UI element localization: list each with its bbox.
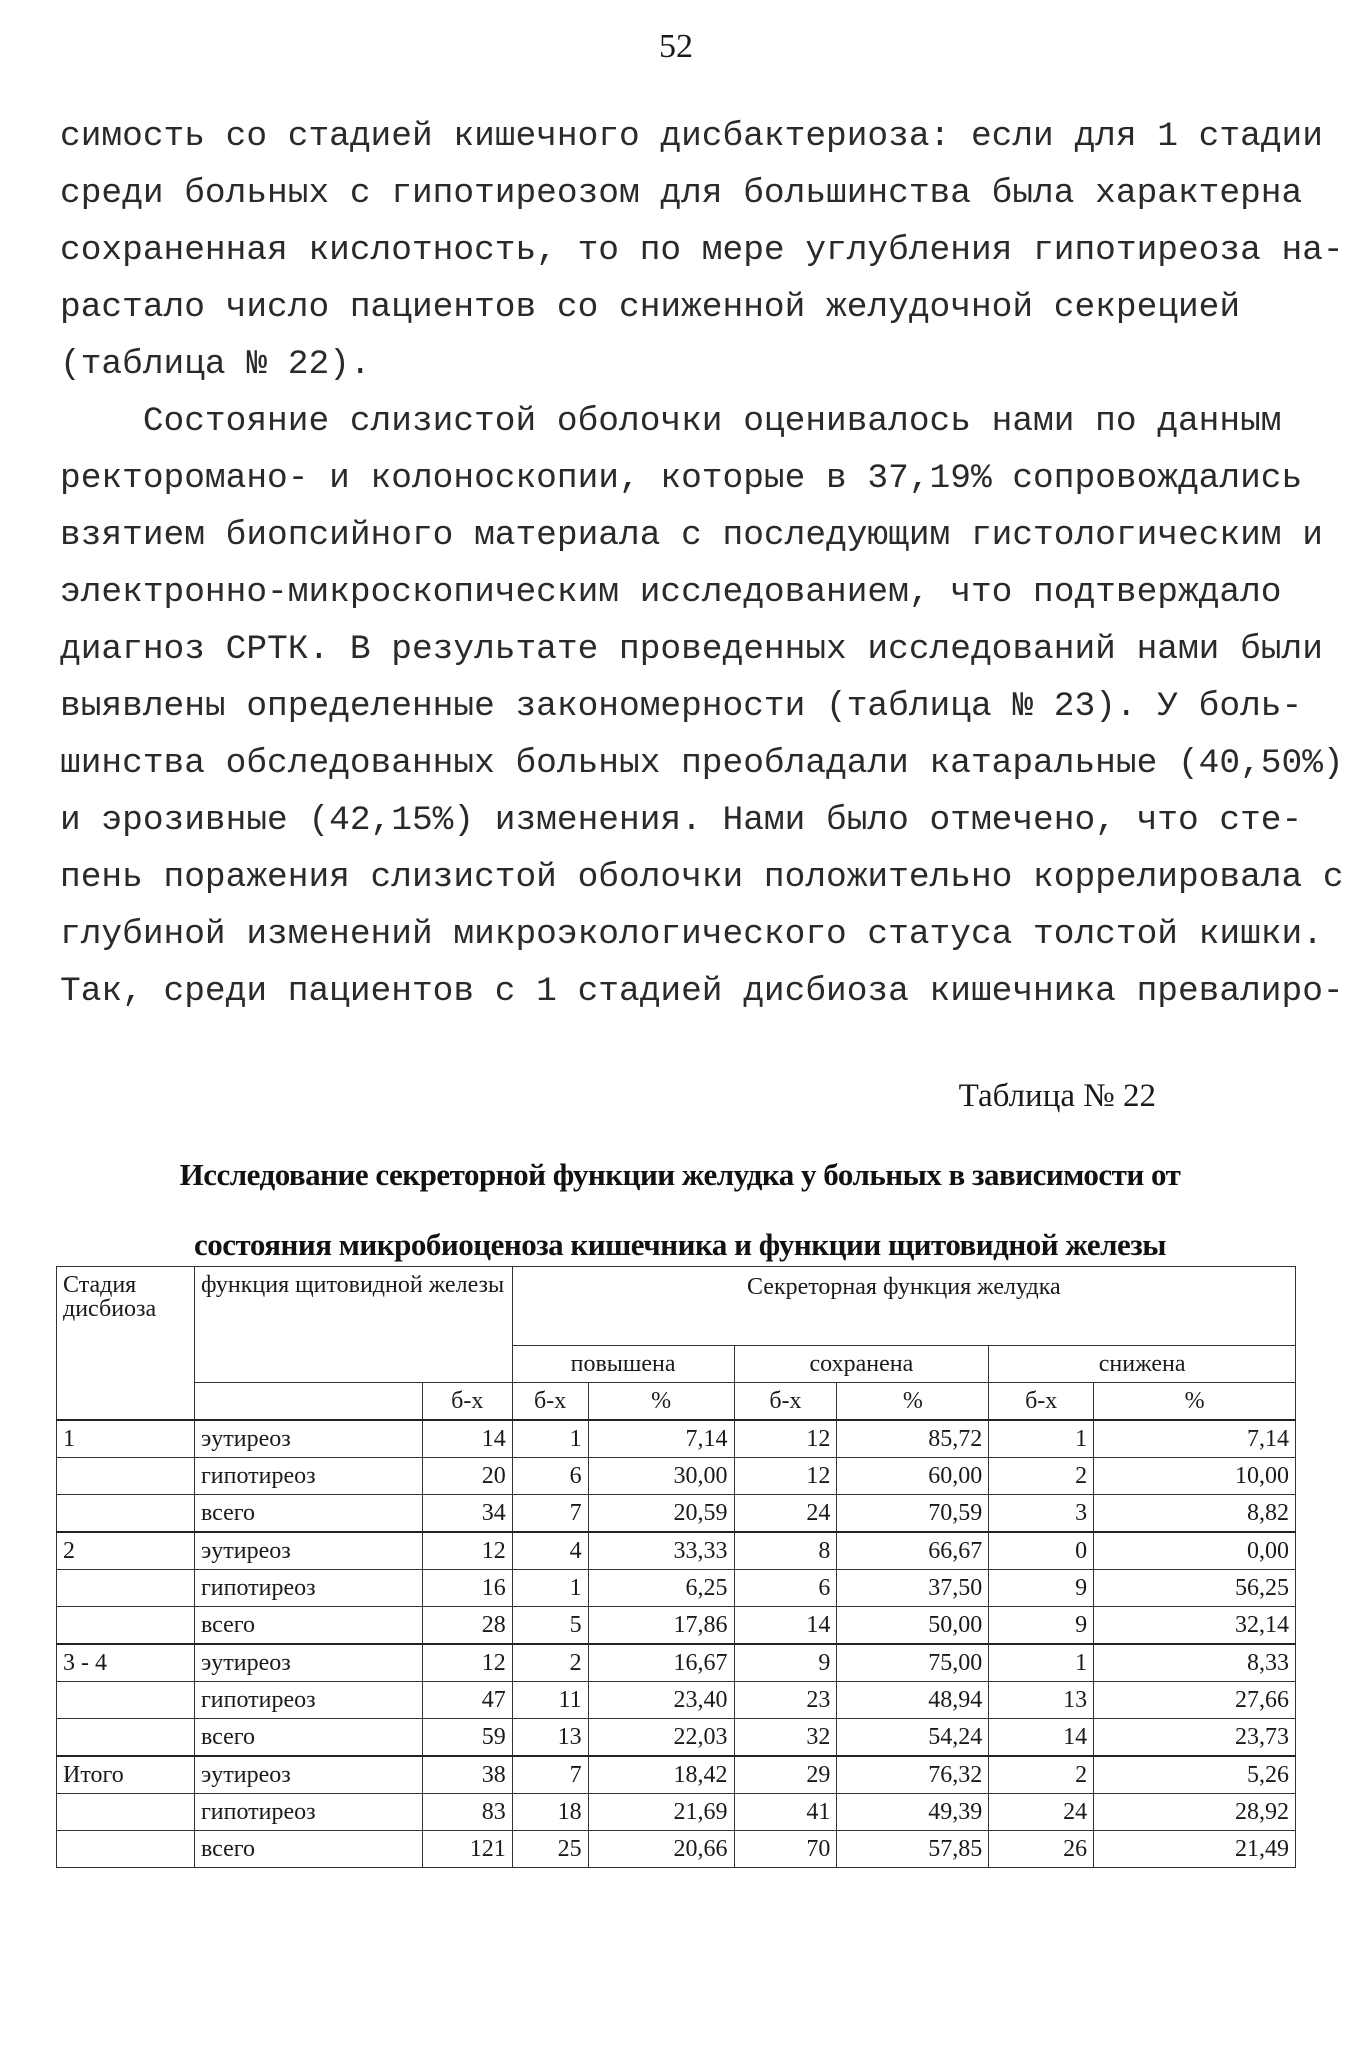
cell-stage [57, 1570, 195, 1607]
cell-pres-n: 9 [734, 1644, 837, 1682]
cell-total: 12 [422, 1644, 512, 1682]
text-line: ректороманo- и колоноскопии, которые в 37,19% сопровождались [60, 459, 1303, 498]
cell-thyroid-function: эутиреоз [194, 1420, 422, 1458]
cell-pres-p: 49,39 [837, 1794, 989, 1831]
header-secretory: Секреторная функция желудка [512, 1267, 1295, 1346]
cell-inc-p: 21,69 [588, 1794, 734, 1831]
text-line: (таблица № 22). [60, 345, 371, 384]
table-row [57, 1719, 1296, 1757]
cell-thyroid-function: всего [194, 1607, 422, 1645]
cell-pres-p: 85,72 [837, 1420, 989, 1458]
cell-total: 47 [422, 1682, 512, 1719]
cell-pres-n: 14 [734, 1607, 837, 1645]
cell-dec-n: 14 [989, 1719, 1094, 1757]
cell-inc-p: 22,03 [588, 1719, 734, 1757]
cell-dec-p: 21,49 [1094, 1831, 1296, 1868]
cell-dec-n: 24 [989, 1794, 1094, 1831]
cell-pres-n: 32 [734, 1719, 837, 1757]
table-caption: Таблица № 22 [958, 1078, 1156, 1114]
cell-dec-n: 9 [989, 1570, 1094, 1607]
cell-stage: 3 - 4 [57, 1644, 195, 1682]
cell-total: 12 [422, 1532, 512, 1570]
cell-inc-n: 7 [512, 1495, 588, 1533]
cell-pres-n: 23 [734, 1682, 837, 1719]
body-text [60, 108, 1344, 1020]
header-thyroid: функция щитовидной железы [194, 1267, 512, 1383]
cell-dec-p: 8,33 [1094, 1644, 1296, 1682]
text-line: Состояние слизистой оболочки оценивалось нами по данным [60, 402, 1282, 441]
cell-pres-p: 75,00 [837, 1644, 989, 1682]
cell-dec-n: 9 [989, 1607, 1094, 1645]
cell-total: 83 [422, 1794, 512, 1831]
cell-total: 34 [422, 1495, 512, 1533]
table-row [57, 1794, 1296, 1831]
cell-dec-p: 56,25 [1094, 1570, 1296, 1607]
cell-stage [57, 1495, 195, 1533]
table-row [57, 1756, 1296, 1794]
cell-total: 121 [422, 1831, 512, 1868]
text-line: выявлены определенные закономерности (таблица № 23). У боль- [60, 687, 1303, 726]
cell-inc-p: 33,33 [588, 1532, 734, 1570]
table-row [57, 1458, 1296, 1495]
text-line: шинства обследованных больных преобладали катаральные (40,50%) [60, 744, 1344, 783]
cell-dec-p: 7,14 [1094, 1420, 1296, 1458]
table-row [57, 1682, 1296, 1719]
header-preserved: сохранена [734, 1346, 989, 1383]
paragraph-2 [60, 393, 1344, 1020]
cell-dec-p: 10,00 [1094, 1458, 1296, 1495]
cell-stage: Итого [57, 1756, 195, 1794]
cell-inc-n: 13 [512, 1719, 588, 1757]
header-stage: Стадия дисбиоза [57, 1267, 195, 1421]
cell-thyroid-function: эутиреоз [194, 1532, 422, 1570]
cell-stage: 1 [57, 1420, 195, 1458]
text-line: электронно-микроскопическим исследованием, что подтверждало [60, 573, 1282, 612]
cell-dec-n: 13 [989, 1682, 1094, 1719]
cell-stage [57, 1794, 195, 1831]
cell-dec-n: 2 [989, 1458, 1094, 1495]
cell-stage [57, 1682, 195, 1719]
table-row [57, 1644, 1296, 1682]
header-percent: % [1094, 1383, 1296, 1421]
cell-inc-p: 18,42 [588, 1756, 734, 1794]
cell-thyroid-function: гипотиреоз [194, 1794, 422, 1831]
cell-dec-p: 8,82 [1094, 1495, 1296, 1533]
cell-dec-p: 32,14 [1094, 1607, 1296, 1645]
table-row [57, 1607, 1296, 1645]
cell-stage: 2 [57, 1532, 195, 1570]
cell-pres-p: 60,00 [837, 1458, 989, 1495]
cell-inc-p: 20,59 [588, 1495, 734, 1533]
text-line: растало число пациентов со сниженной желудочной секрецией [60, 288, 1241, 327]
table-body [57, 1420, 1296, 1868]
text-line: взятием биопсийного материала с последующим гистологическим и [60, 516, 1323, 555]
cell-dec-p: 28,92 [1094, 1794, 1296, 1831]
cell-total: 20 [422, 1458, 512, 1495]
paragraph-1 [60, 108, 1344, 393]
cell-pres-p: 54,24 [837, 1719, 989, 1757]
cell-dec-p: 0,00 [1094, 1532, 1296, 1570]
cell-inc-p: 23,40 [588, 1682, 734, 1719]
cell-total: 16 [422, 1570, 512, 1607]
header-count: б-х [989, 1383, 1094, 1421]
table-title-line: состояния микробиоценоза кишечника и функции щитовидной железы [194, 1227, 1166, 1262]
table-row [57, 1831, 1296, 1868]
cell-pres-p: 50,00 [837, 1607, 989, 1645]
table-title [60, 1140, 1300, 1280]
text-line: сохраненная кислотность, то по мере углубления гипотиреоза на- [60, 231, 1344, 270]
cell-thyroid-function: эутиреоз [194, 1644, 422, 1682]
cell-thyroid-function: гипотиреоз [194, 1458, 422, 1495]
page-number: 52 [659, 28, 693, 65]
cell-pres-n: 8 [734, 1532, 837, 1570]
table-row [57, 1532, 1296, 1570]
cell-total: 14 [422, 1420, 512, 1458]
cell-pres-p: 76,32 [837, 1756, 989, 1794]
cell-inc-n: 1 [512, 1420, 588, 1458]
data-table [56, 1266, 1296, 1868]
cell-pres-n: 24 [734, 1495, 837, 1533]
cell-stage [57, 1719, 195, 1757]
cell-inc-n: 5 [512, 1607, 588, 1645]
cell-dec-n: 3 [989, 1495, 1094, 1533]
cell-pres-n: 41 [734, 1794, 837, 1831]
cell-thyroid-function: гипотиреоз [194, 1570, 422, 1607]
cell-inc-n: 7 [512, 1756, 588, 1794]
cell-pres-p: 48,94 [837, 1682, 989, 1719]
header-count: б-х [512, 1383, 588, 1421]
cell-thyroid-function: всего [194, 1719, 422, 1757]
cell-pres-n: 29 [734, 1756, 837, 1794]
cell-inc-p: 7,14 [588, 1420, 734, 1458]
cell-inc-p: 17,86 [588, 1607, 734, 1645]
cell-inc-p: 6,25 [588, 1570, 734, 1607]
header-percent: % [588, 1383, 734, 1421]
cell-pres-n: 70 [734, 1831, 837, 1868]
cell-dec-p: 27,66 [1094, 1682, 1296, 1719]
cell-inc-n: 6 [512, 1458, 588, 1495]
table-row [57, 1570, 1296, 1607]
cell-pres-p: 66,67 [837, 1532, 989, 1570]
cell-inc-n: 25 [512, 1831, 588, 1868]
header-count: б-х [734, 1383, 837, 1421]
cell-inc-p: 30,00 [588, 1458, 734, 1495]
cell-pres-p: 70,59 [837, 1495, 989, 1533]
cell-dec-n: 26 [989, 1831, 1094, 1868]
cell-pres-n: 6 [734, 1570, 837, 1607]
header-increased: повышена [512, 1346, 734, 1383]
cell-inc-n: 2 [512, 1644, 588, 1682]
cell-dec-p: 23,73 [1094, 1719, 1296, 1757]
cell-inc-n: 1 [512, 1570, 588, 1607]
text-line: глубиной изменений микроэкологического статуса толстой кишки. [60, 915, 1323, 954]
cell-dec-n: 2 [989, 1756, 1094, 1794]
table-title-line: Исследование секреторной функции желудка у больных в зависимости от [179, 1157, 1181, 1192]
cell-thyroid-function: гипотиреоз [194, 1682, 422, 1719]
text-line: симость со стадией кишечного дисбактериоза: если для 1 стадии [60, 117, 1323, 156]
cell-stage [57, 1831, 195, 1868]
cell-pres-n: 12 [734, 1458, 837, 1495]
table-row [57, 1420, 1296, 1458]
cell-thyroid-function: эутиреоз [194, 1756, 422, 1794]
cell-pres-p: 57,85 [837, 1831, 989, 1868]
cell-total: 59 [422, 1719, 512, 1757]
cell-inc-n: 18 [512, 1794, 588, 1831]
header-decreased: снижена [989, 1346, 1296, 1383]
cell-inc-n: 4 [512, 1532, 588, 1570]
text-line: диагноз СРТК. В результате проведенных исследований нами были [60, 630, 1323, 669]
cell-inc-p: 20,66 [588, 1831, 734, 1868]
cell-dec-p: 5,26 [1094, 1756, 1296, 1794]
cell-dec-n: 1 [989, 1644, 1094, 1682]
cell-inc-p: 16,67 [588, 1644, 734, 1682]
cell-dec-n: 0 [989, 1532, 1094, 1570]
cell-stage [57, 1607, 195, 1645]
table-row [57, 1495, 1296, 1533]
cell-thyroid-function: всего [194, 1831, 422, 1868]
cell-stage [57, 1458, 195, 1495]
cell-total: 28 [422, 1607, 512, 1645]
cell-pres-n: 12 [734, 1420, 837, 1458]
cell-total: 38 [422, 1756, 512, 1794]
text-line: среди больных с гипотиреозом для большинства была характерна [60, 174, 1303, 213]
text-line: пень поражения слизистой оболочки положительно коррелировала с [60, 858, 1344, 897]
cell-pres-p: 37,50 [837, 1570, 989, 1607]
text-line: и эрозивные (42,15%) изменения. Нами было отмечено, что сте- [60, 801, 1303, 840]
cell-thyroid-function: всего [194, 1495, 422, 1533]
header-count: б-х [422, 1383, 512, 1421]
cell-inc-n: 11 [512, 1682, 588, 1719]
cell-dec-n: 1 [989, 1420, 1094, 1458]
header-percent: % [837, 1383, 989, 1421]
text-line: Так, среди пациентов с 1 стадией дисбиоза кишечника превалиро- [60, 972, 1344, 1011]
